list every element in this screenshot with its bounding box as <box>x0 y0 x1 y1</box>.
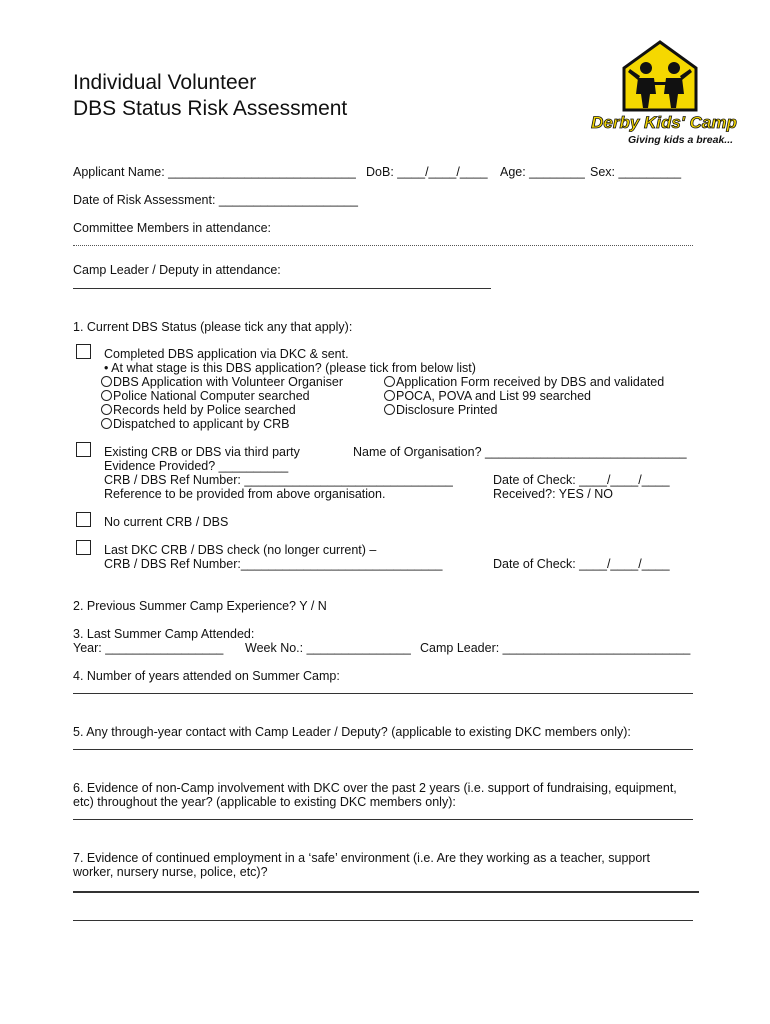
camp-leader-field[interactable]: Camp Leader: ___________________________ <box>420 641 691 655</box>
radio-left-2[interactable]: Police National Computer searched <box>101 389 310 403</box>
radio-right-2[interactable]: POCA, POVA and List 99 searched <box>384 389 591 403</box>
option4-label: Last DKC CRB / DBS check (no longer current) – <box>104 543 377 557</box>
radio-left-3[interactable]: Records held by Police searched <box>101 403 296 417</box>
option2-date-check-field[interactable]: Date of Check: ____/____/____ <box>493 473 670 487</box>
radio-circle-icon <box>101 376 112 387</box>
age-field[interactable]: Age: ________ <box>500 165 585 179</box>
section4-text: 4. Number of years attended on Summer Camp: <box>73 669 340 683</box>
section6-line[interactable] <box>73 819 693 820</box>
week-field[interactable]: Week No.: _______________ <box>245 641 411 655</box>
camp-leader-label: Camp Leader / Deputy in attendance: <box>73 263 281 277</box>
page-title-line1: Individual Volunteer <box>73 71 257 94</box>
radio-circle-icon <box>101 404 112 415</box>
option3-label: No current CRB / DBS <box>104 515 229 529</box>
svg-text:Derby Kids' Camp: Derby Kids' Camp <box>591 113 737 132</box>
option4-date-check-field[interactable]: Date of Check: ____/____/____ <box>493 557 670 571</box>
section6-line2: etc) throughout the year? (applicable to existing DKC members only): <box>73 795 456 809</box>
year-field[interactable]: Year: _________________ <box>73 641 224 655</box>
dob-field[interactable]: DoB: ____/____/____ <box>366 165 488 179</box>
section6-line1: 6. Evidence of non-Camp involvement with DKC over the past 2 years (i.e. support of fundraising, equipment, <box>73 781 677 795</box>
radio-circle-icon <box>384 404 395 415</box>
option1-subtext: • At what stage is this DBS application? (please tick from below list) <box>104 361 476 375</box>
option2-checkbox[interactable] <box>76 442 91 457</box>
section4-line[interactable] <box>73 693 693 694</box>
option2-label: Existing CRB or DBS via third party <box>104 445 300 459</box>
radio-left-4[interactable]: Dispatched to applicant by CRB <box>101 417 289 431</box>
option1-checkbox[interactable] <box>76 344 91 359</box>
received-field[interactable]: Received?: YES / NO <box>493 487 613 501</box>
committee-line[interactable] <box>73 245 693 246</box>
organisation-field[interactable]: Name of Organisation? _____________________________ <box>353 445 687 459</box>
option1-label: Completed DBS application via DKC & sent. <box>104 347 349 361</box>
section3-heading: 3. Last Summer Camp Attended: <box>73 627 255 641</box>
date-of-assessment-field[interactable]: Date of Risk Assessment: ____________________ <box>73 193 358 207</box>
radio-right-3[interactable]: Disclosure Printed <box>384 403 497 417</box>
section7-line1: 7. Evidence of continued employment in a ‘safe’ environment (i.e. Are they working as a teacher, support <box>73 851 650 865</box>
derby-kids-camp-logo <box>588 38 740 150</box>
section2-text: 2. Previous Summer Camp Experience? Y / N <box>73 599 327 613</box>
committee-label: Committee Members in attendance: <box>73 221 272 235</box>
applicant-name-field[interactable]: Applicant Name: ___________________________ <box>73 165 356 179</box>
section5-text: 5. Any through-year contact with Camp Leader / Deputy? (applicable to existing DKC members only): <box>73 725 631 739</box>
section1-heading: 1. Current DBS Status (please tick any that apply): <box>73 320 353 334</box>
camp-leader-line[interactable] <box>73 288 491 289</box>
radio-circle-icon <box>384 390 395 401</box>
section5-line[interactable] <box>73 749 693 750</box>
section7-line-1[interactable] <box>73 891 699 893</box>
radio-circle-icon <box>101 418 112 429</box>
option2-reference-note: Reference to be provided from above organisation. <box>104 487 386 501</box>
option2-ref-field[interactable]: CRB / DBS Ref Number: ______________________________ <box>104 473 453 487</box>
radio-circle-icon <box>101 390 112 401</box>
sex-field[interactable]: Sex: _________ <box>590 165 682 179</box>
option3-checkbox[interactable] <box>76 512 91 527</box>
section7-line2: worker, nursery nurse, police, etc)? <box>73 865 268 879</box>
radio-left-1[interactable]: DBS Application with Volunteer Organiser <box>101 375 343 389</box>
option4-ref-field[interactable]: CRB / DBS Ref Number:_____________________________ <box>104 557 443 571</box>
radio-right-1[interactable]: Application Form received by DBS and validated <box>384 375 664 389</box>
option4-checkbox[interactable] <box>76 540 91 555</box>
evidence-field[interactable]: Evidence Provided? __________ <box>104 459 289 473</box>
page-title-line2: DBS Status Risk Assessment <box>73 97 348 120</box>
logo-tagline: Giving kids a break... <box>628 134 734 146</box>
radio-circle-icon <box>384 376 395 387</box>
section7-line-2[interactable] <box>73 920 693 921</box>
